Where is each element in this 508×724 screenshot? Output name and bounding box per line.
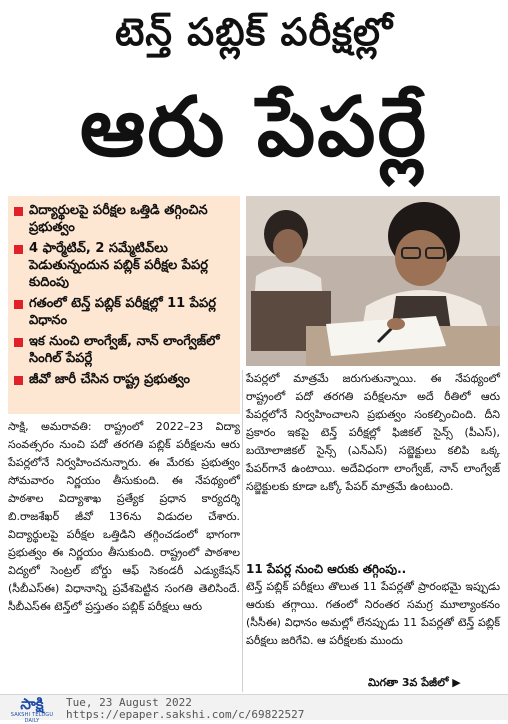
epaper-url[interactable]: https://epaper.sakshi.com/c/69822527 xyxy=(66,708,305,721)
article-paragraph: పేపర్లలో మాత్రమే జరుగుతున్నాయి. ఈ నేపథ్యంలో రాష్ట్రంలో పదో తరగతి పరీక్షలనూ అదే రీతిలో ఆరు పేపర్లలోనే నిర్వహించాలని ప్రభుత్వం సంకల్పించింది. దీని ప్రకారం ఇకపై టెన్త్ పరీక్షల్లో ఫిజికల్ సైన్స్ (పీఎస్), బయోలాజికల్ సైన్స్ (ఎన్ఎస్) సబ్జెక్టులు కలిపి ఒక్క పేపర్‌గానే ఉంటాయి. అదేవిధంగా లాంగ్వేజ్, నాన్ లాంగ్వేజ్ సబ్జెక్టులకు కూడా ఒక్కో పేపర్ మాత్రమే ఉంటుంది. xyxy=(246,372,500,493)
exam-hall-photo xyxy=(246,196,500,366)
footer-bar xyxy=(0,694,508,724)
highlight-item: విద్యార్థులపై పరీక్షల ఒత్తిడి తగ్గించిన ప్రభుత్వం xyxy=(14,202,234,236)
article-subheading: 11 పేపర్ల నుంచి ఆరుకు తగ్గింపు.. xyxy=(246,562,407,576)
article-paragraph: సాక్షి, అమరావతి: రాష్ట్రంలో 2022–23 విద్యా సంవత్సరం నుంచి పదో తరగతి పబ్లిక్ పరీక్షలను ఆరు పేపర్లలోనే నిర్వహించనున్నారు. ఈ మేరకు ప్రభుత్వం సోమవారం నిర్ణయం తీసుకుంది. ఈ నేపథ్యంలో పాఠశాల విద్యాశాఖ ప్రత్యేక ప్రధాన కార్యదర్శి బి.రాజశేఖర్ జీవో 136ను విడుదల చేశారు. విద్యార్థులపై పరీక్షల ఒత్తిడిని తగ్గించడంలో భాగంగా ప్రభుత్వం ఈ నిర్ణయం తీసుకుంది. రాష్ట్రంలో పాఠశాల విద్యలో సెంట్రల్ బోర్డు ఆఫ్ సెకండరీ ఎడ్యుకేషన్ (సీబీఎస్ఈ) విధానాన్ని ప్రవేశపెట్టిన సంగతి తెలిసిందే. సీబీఎస్ఈ టెన్త్‌లో ప్రస్తుతం పబ్లిక్ పరీక్షలు ఆరు xyxy=(8,420,240,613)
article-column-right-top xyxy=(246,370,500,496)
publication-date: Tue, 23 August 2022 xyxy=(66,696,192,709)
red-square-bullet-icon xyxy=(14,338,23,347)
sakshi-logo: సాక్షి SAKSHI TELUGU DAILY xyxy=(10,695,54,724)
article-paragraph: టెన్త్ పబ్లిక్ పరీక్షలు తొలుత 11 పేపర్లతో ప్రారంభమై ఇప్పుడు ఆరుకు తగ్గాయి. గతంలో నిరంతర సమగ్ర మూల్యాంకనం (సీసీఈ) విధానం అమల్లో లేనప్పుడు 11 పేపర్లతో టెన్త్ పబ్లిక్ పరీక్షలు జరిగేవి. ఆ పరీక్షలకు ముందు xyxy=(246,580,500,647)
main-headline: ఆరు పేపర్లే xyxy=(79,80,429,175)
red-square-bullet-icon xyxy=(14,207,23,216)
kicker-headline: టెన్త్ పబ్లిక్ పరీక్షల్లో xyxy=(114,10,394,54)
highlight-item: ఇక నుంచి లాంగ్వేజ్, నాన్ లాంగ్వేజ్‌లో సింగిల్ పేపర్లే xyxy=(14,333,234,367)
article-column-right-bottom xyxy=(246,560,500,650)
students-writing-exam-image xyxy=(246,196,500,366)
highlight-item: గతంలో టెన్త్ పబ్లిక్ పరీక్షల్లో 11 పేపర్ల విధానం xyxy=(14,295,234,329)
column-divider xyxy=(242,370,243,692)
highlights-box xyxy=(8,196,240,414)
red-square-bullet-icon xyxy=(14,300,23,309)
article-column-left xyxy=(8,418,240,616)
red-square-bullet-icon xyxy=(14,376,23,385)
red-square-bullet-icon xyxy=(14,245,23,254)
highlight-item: 4 ఫార్మేటివ్, 2 సమ్మేటివ్‌లు పెడుతున్నందున పబ్లిక్ పరీక్షల పేపర్ల కుదింపు xyxy=(14,240,234,291)
highlight-item: జీవో జారీ చేసిన రాష్ట్ర ప్రభుత్వం xyxy=(14,371,234,388)
continued-on-page-link: మిగతా 3వ పేజీలో ▶ xyxy=(368,676,461,689)
